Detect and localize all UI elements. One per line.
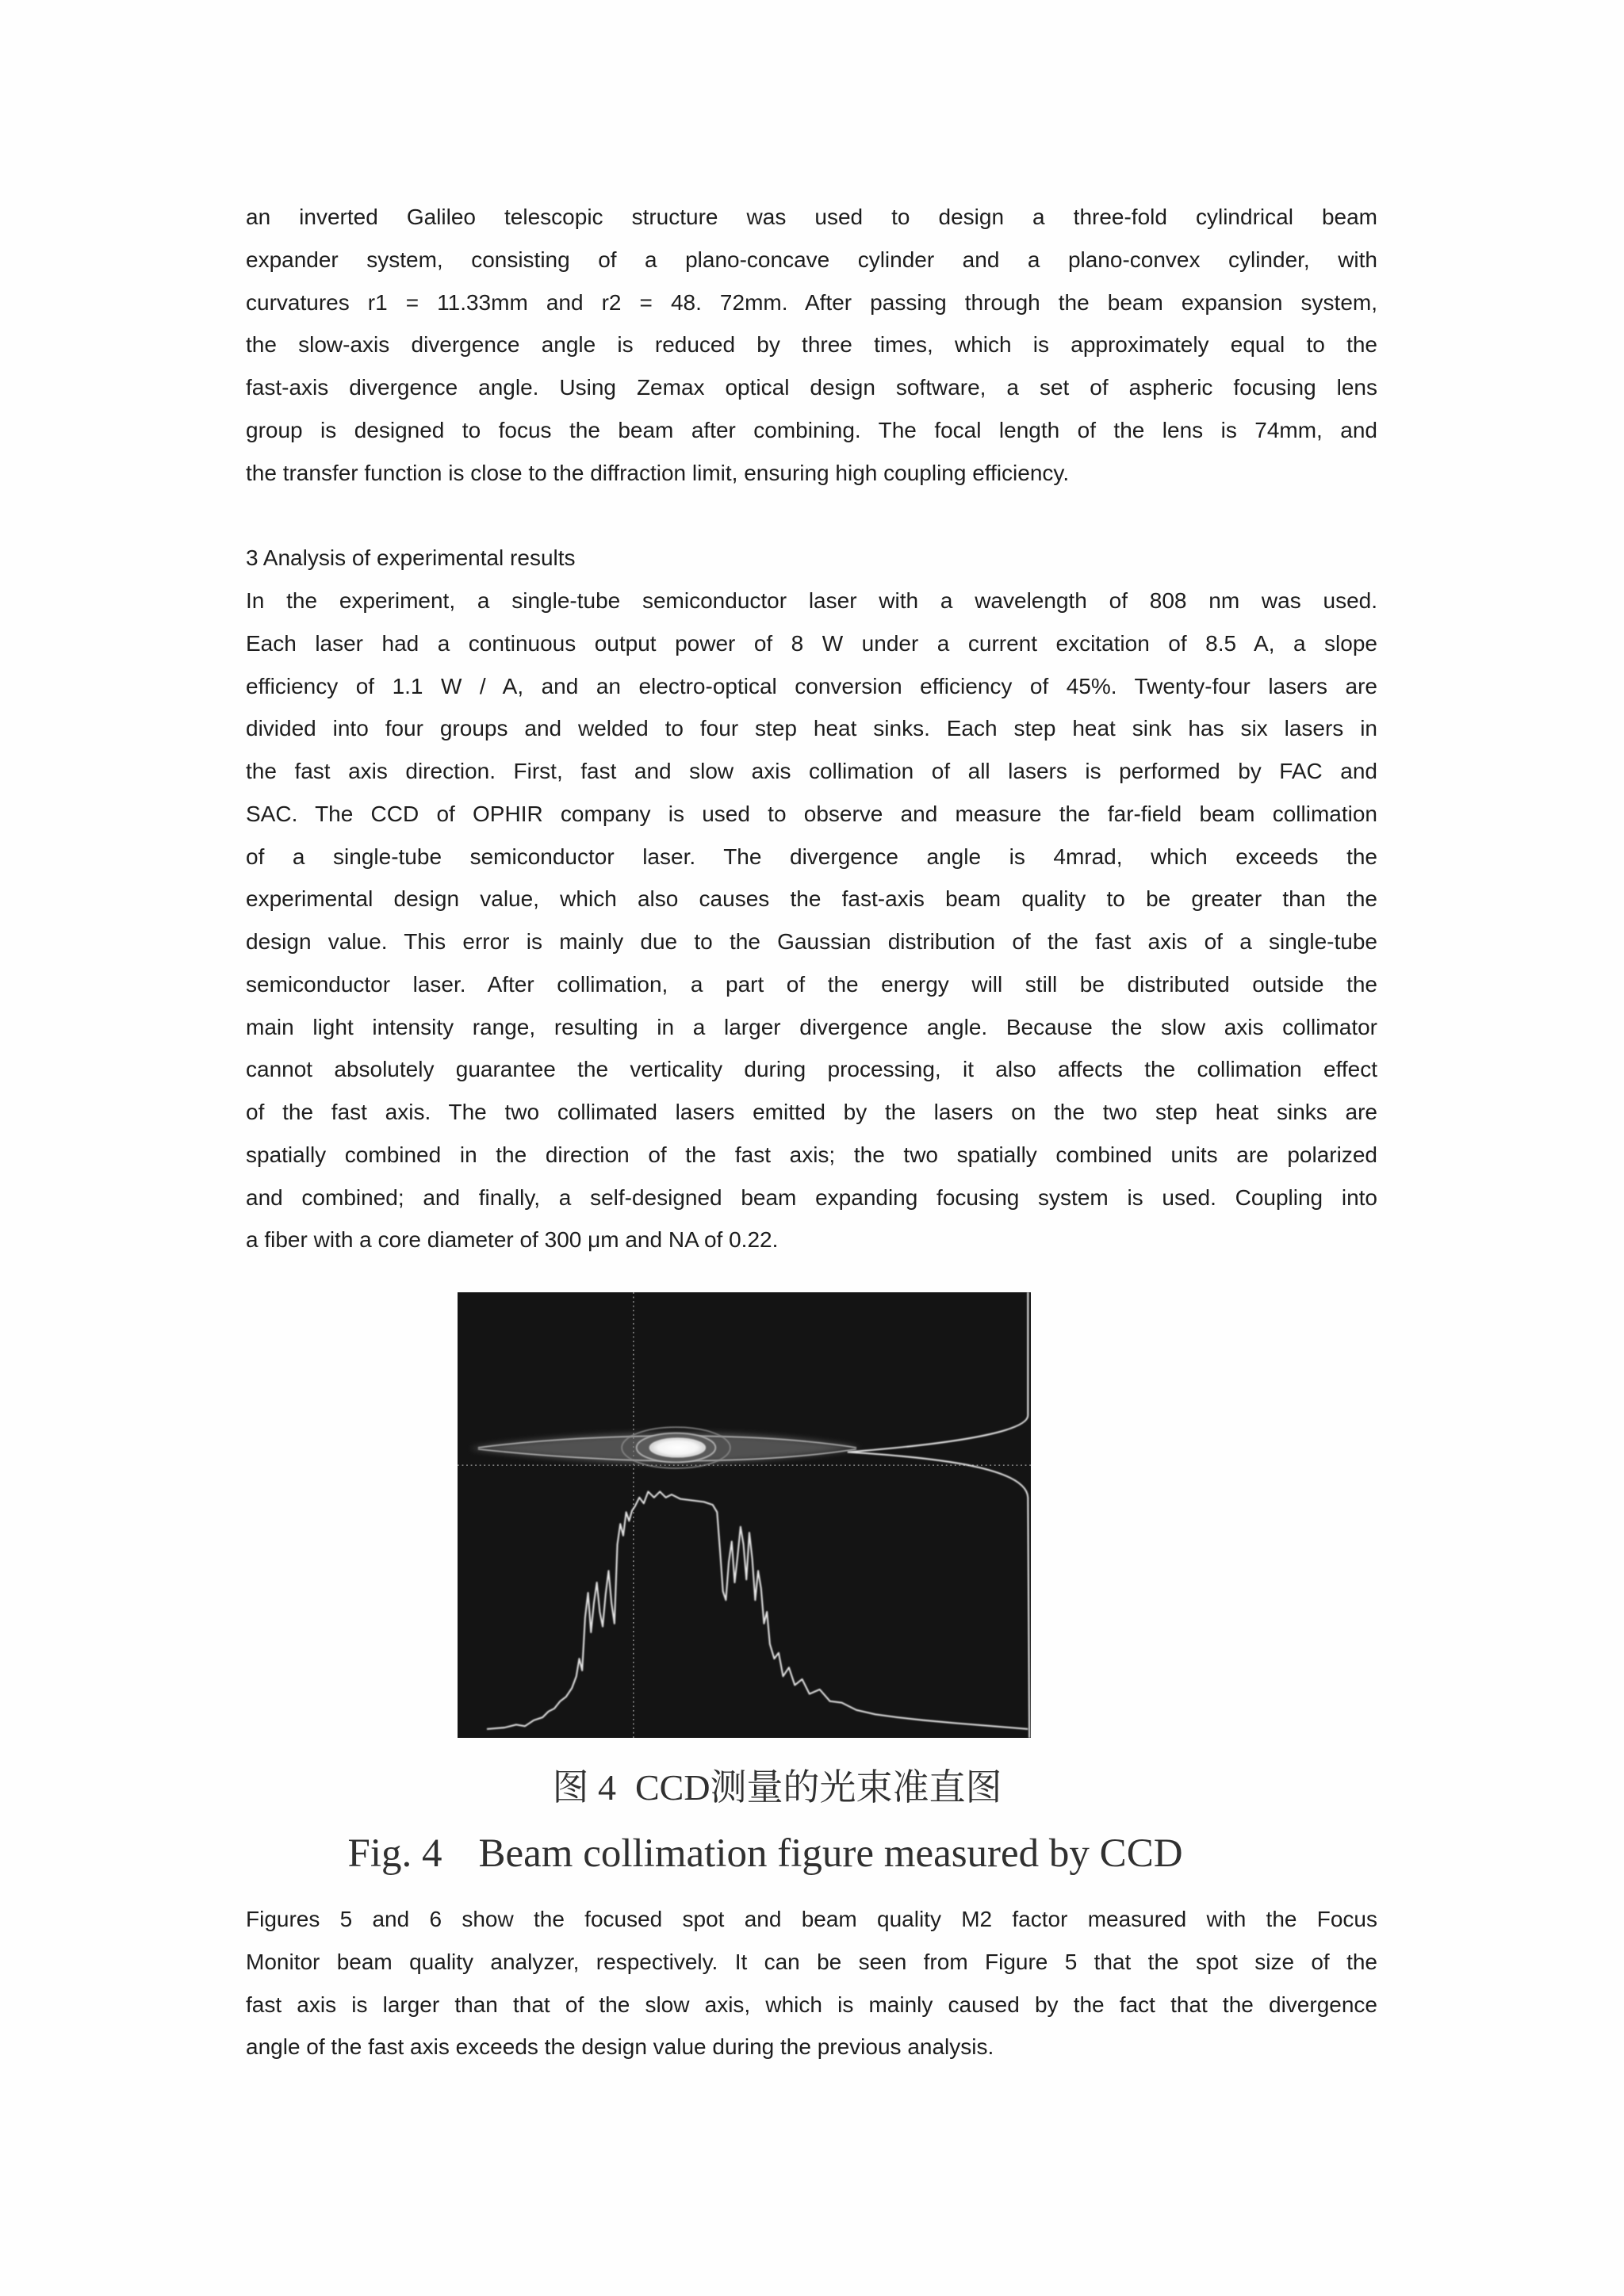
text-line: curvatures r1 = 11.33mm and r2 = 48. 72mm. After passing through the beam expansion system, — [246, 289, 1377, 315]
paragraph-focused-spot — [246, 1898, 1377, 2068]
figure-caption-chinese — [539, 1764, 1015, 1812]
figure-caption-en-label: Fig. 4 — [347, 1831, 442, 1876]
text-line: the transfer function is close to the diffraction limit, ensuring high coupling efficiency. — [246, 460, 1070, 485]
text-line: group is designed to focus the beam after combining. The focal length of the lens is 74mm, and — [246, 417, 1377, 442]
text-line: design value. This error is mainly due to the Gaussian distribution of the fast axis of a single-tube — [246, 929, 1377, 954]
figure-caption-english — [333, 1828, 1197, 1879]
paragraph-beam-expander — [246, 196, 1377, 494]
figure-ccd-beam-collimation — [458, 1292, 1031, 1738]
text-line: a fiber with a core diameter of 300 μm and NA of 0.22. — [246, 1227, 779, 1253]
text-line: cannot absolutely guarantee the verticality during processing, it also affects the collimation effect — [246, 1057, 1377, 1082]
figure-caption-cn-text: CCD测量的光束准直图 — [634, 1767, 1002, 1808]
text-line: In the experiment, a single-tube semiconductor laser with a wavelength of 808 nm was used. — [246, 588, 1377, 613]
text-line: semiconductor laser. After collimation, a part of the energy will still be distributed outside the — [246, 971, 1377, 997]
ccd-background — [458, 1292, 1031, 1738]
text-line: experimental design value, which also causes the fast-axis beam quality to be greater than the — [246, 886, 1377, 912]
text-line: Each laser had a continuous output power of 8 W under a current excitation of 8.5 A, a slope — [246, 630, 1377, 656]
paragraph-experiment — [246, 580, 1377, 1261]
text-line: divided into four groups and welded to four step heat sinks. Each step heat sink has six lasers in — [246, 716, 1377, 741]
text-line: Monitor beam quality analyzer, respectively. It can be seen from Figure 5 that the spot size of the — [246, 1949, 1377, 1974]
ccd-beam-image — [458, 1292, 1031, 1738]
text-line: and combined; and finally, a self-designed beam expanding focusing system is used. Coupling into — [246, 1184, 1377, 1210]
text-line: spatially combined in the direction of the fast axis; the two spatially combined units are polarized — [246, 1142, 1377, 1167]
text-line: Figures 5 and 6 show the focused spot and beam quality M2 factor measured with the Focus — [246, 1907, 1377, 1931]
text-line: efficiency of 1.1 W / A, and an electro-optical conversion efficiency of 45%. Twenty-four lasers are — [246, 673, 1377, 698]
text-line: fast axis is larger than that of the slow axis, which is mainly caused by the fact that the divergence — [246, 1992, 1377, 2017]
section-heading: 3 Analysis of experimental results — [246, 545, 576, 570]
text-line: fast-axis divergence angle. Using Zemax optical design software, a set of aspheric focusing lens — [246, 375, 1377, 400]
text-line: the slow-axis divergence angle is reduced by three times, which is approximately equal to the — [246, 332, 1377, 358]
text-line: main light intensity range, resulting in a larger divergence angle. Because the slow axis collimator — [246, 1014, 1377, 1039]
beam-spot-core — [649, 1438, 705, 1457]
text-line: of the fast axis. The two collimated lasers emitted by the lasers on the two step heat sinks are — [246, 1100, 1377, 1124]
text-line: the fast axis direction. First, fast and slow axis collimation of all lasers is performed by FAC and — [246, 759, 1377, 783]
text-line: an inverted Galileo telescopic structure was used to design a three-fold cylindrical beam — [246, 205, 1377, 229]
text-line: angle of the fast axis exceeds the design value during the previous analysis. — [246, 2034, 994, 2060]
figure-caption-en-text: Beam collimation figure measured by CCD — [478, 1831, 1183, 1876]
figure-caption-cn-label: 图 4 — [552, 1767, 616, 1808]
text-line: of a single-tube semiconductor laser. The divergence angle is 4mrad, which exceeds the — [246, 844, 1377, 869]
text-line: SAC. The CCD of OPHIR company is used to observe and measure the far-field beam collimation — [246, 801, 1377, 826]
text-line: expander system, consisting of a plano-concave cylinder and a plano-convex cylinder, with — [246, 247, 1377, 272]
